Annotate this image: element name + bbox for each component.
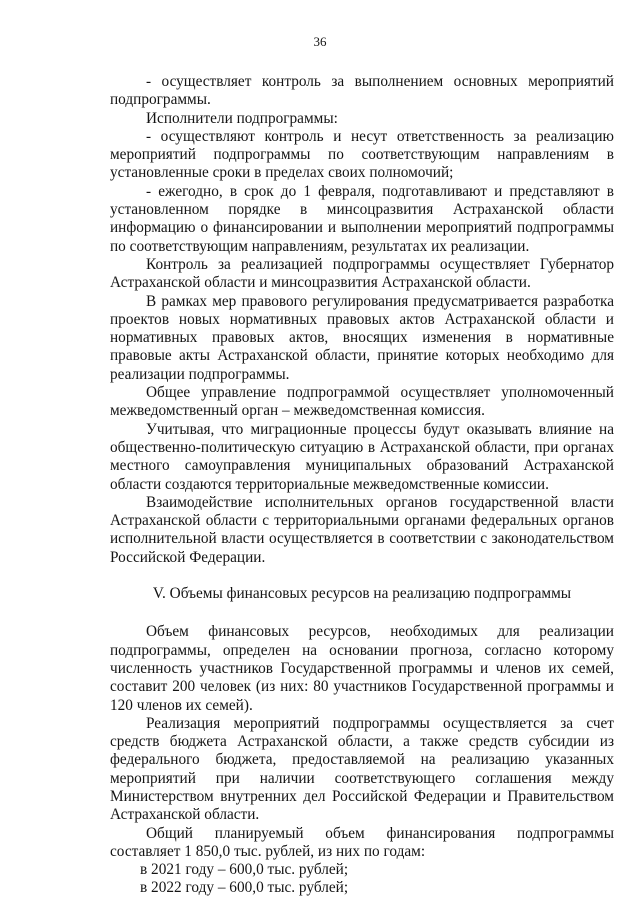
- paragraph: - ежегодно, в срок до 1 февраля, подготавливают и представляют в установленном порядке в минсоцразвития Астраханской области информацию о финансировании и выполнении мероприятий подпрограммы по соответствующим направлениям, результатах их реализации.: [110, 182, 614, 255]
- paragraph: Контроль за реализацией подпрограммы осуществляет Губернатор Астраханской области и минсоцразвития Астраханской области.: [110, 255, 614, 292]
- paragraph: Общий планируемый объем финансирования подпрограммы составляет 1 850,0 тыс. рублей, из них по годам:: [110, 824, 614, 860]
- paragraph: Реализация мероприятий подпрограммы осуществляется за счет средств бюджета Астраханской области, а также средств субсидии из федерального бюджета, предоставляемой на реализацию указанных мероприятий при наличии соответствующего соглашения между Министерством внутренних дел Российской Федерации и Правительством Астраханской области.: [110, 714, 614, 824]
- paragraph: - осуществляет контроль за выполнением основных мероприятий подпрограммы.: [110, 73, 614, 109]
- paragraph: Исполнители подпрограммы:: [146, 109, 338, 127]
- year-line: в 2022 году – 600,0 тыс. рублей;: [140, 879, 349, 897]
- paragraph: Взаимодействие исполнительных органов государственной власти Астраханской области с территориальными органами федеральных органов исполнительной власти осуществляется в соответствии с законодательством Российской Федерации.: [110, 493, 614, 566]
- paragraph: Учитывая, что миграционные процессы будут оказывать влияние на общественно-политическую ситуацию в Астраханской области, при органах местного самоуправления муниципальных образований Астраханской области создаются территориальные межведомственные комиссии.: [110, 420, 614, 493]
- paragraph: - осуществляют контроль и несут ответственность за реализацию мероприятий подпрограммы по соответствующим направлениям в установленные сроки в пределах своих полномочий;: [110, 127, 614, 182]
- year-line: в 2021 году – 600,0 тыс. рублей;: [140, 861, 349, 879]
- paragraph: Объем финансовых ресурсов, необходимых для реализации подпрограммы, определен на основании прогноза, согласно которому численность участников Государственной программы и членов их семей, составит 200 человек (из них: 80 участников Государственной программы и 120 членов их семей).: [110, 623, 614, 714]
- section-heading: V. Объемы финансовых ресурсов на реализацию подпрограммы: [152, 585, 572, 603]
- paragraph: В рамках мер правового регулирования предусматривается разработка проектов новых нормативных правовых актов Астраханской области и нормативных правовых актов, вносящих изменения в нормативные правовые акты Астраханской области, принятие которых необходимо для реализации подпрограммы.: [110, 292, 614, 383]
- page-number: 36: [313, 34, 327, 49]
- paragraph: Общее управление подпрограммой осуществляет уполномоченный межведомственный орган – межведомственная комиссия.: [110, 384, 614, 420]
- document-body: [110, 73, 614, 898]
